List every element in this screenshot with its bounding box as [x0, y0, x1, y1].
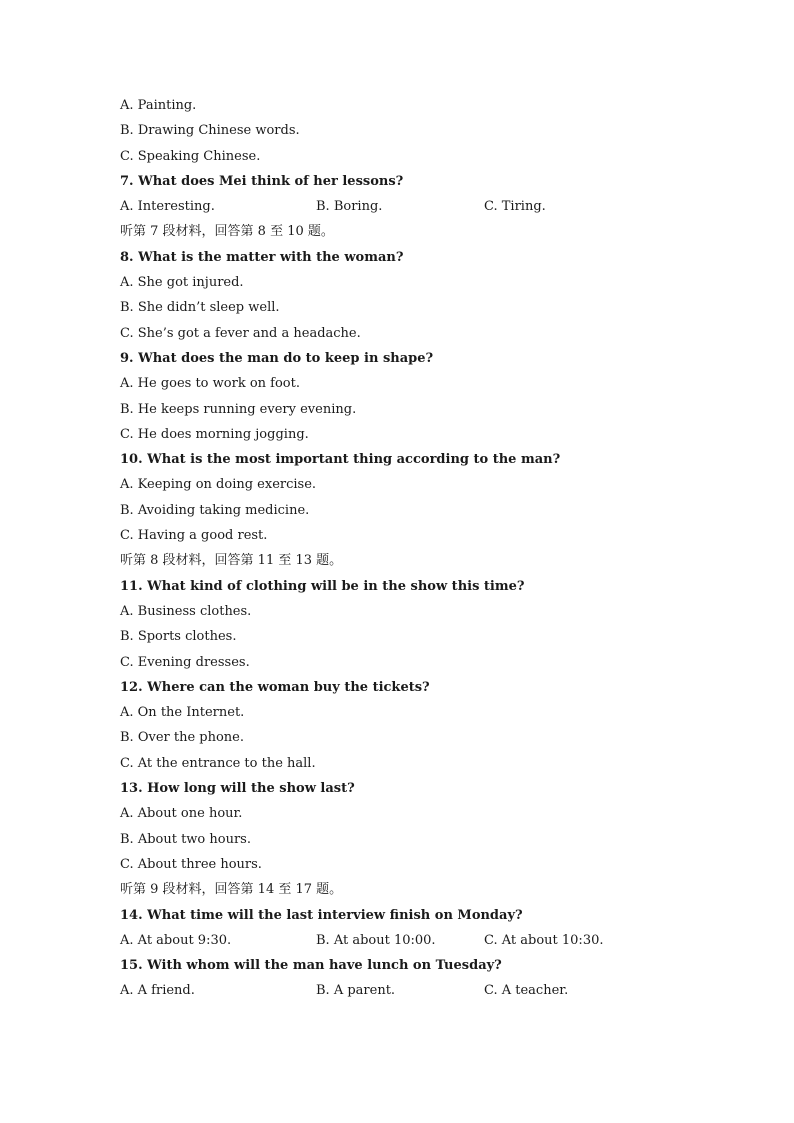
option-b: B. At about 10:00. [316, 932, 436, 948]
option-c: C. Tiring. [484, 199, 546, 215]
option-c: C. At about 10:30. [484, 932, 604, 948]
option-line: C. At the entrance to the hall. [120, 755, 316, 771]
question-10: 10. What is the most important thing according to the man? [120, 452, 561, 468]
option-line: A. Painting. [120, 98, 197, 113]
option-line: C. Speaking Chinese. [120, 148, 261, 164]
option-line: B. Drawing Chinese words. [120, 123, 300, 139]
option-line: A. He goes to work on foot. [120, 376, 300, 392]
option-line: B. He keeps running every evening. [120, 401, 357, 417]
question-12: 12. Where can the woman buy the tickets? [120, 679, 430, 695]
option-line: A. On the Internet. [120, 705, 245, 721]
section-instruction: 听第 7 段材料，回答第 8 至 10 题。 [120, 224, 334, 240]
option-row [120, 928, 720, 953]
option-line: B. About two hours. [120, 831, 251, 847]
option-line: A. She got injured. [120, 275, 244, 291]
option-b: B. A parent. [316, 983, 396, 999]
option-a: A. A friend. [120, 983, 195, 999]
option-line: A. Keeping on doing exercise. [120, 477, 317, 493]
option-b: B. Boring. [316, 199, 383, 215]
option-line: A. About one hour. [120, 806, 243, 822]
question-11: 11. What kind of clothing will be in the show this time? [120, 578, 525, 594]
option-row [120, 194, 720, 219]
option-a: A. Interesting. [120, 199, 215, 215]
question-7: 7. What does Mei think of her lessons? [120, 173, 404, 189]
option-line: C. She’s got a fever and a headache. [120, 325, 361, 341]
option-a: A. At about 9:30. [120, 932, 232, 948]
exam-page [120, 93, 720, 1004]
question-14: 14. What time will the last interview finish on Monday? [120, 907, 523, 923]
option-line: B. She didn’t sleep well. [120, 300, 280, 316]
option-line: C. About three hours. [120, 856, 262, 872]
question-9: 9. What does the man do to keep in shape? [120, 350, 434, 366]
section-instruction: 听第 9 段材料，回答第 14 至 17 题。 [120, 882, 343, 898]
option-line: C. Having a good rest. [120, 528, 268, 544]
option-c: C. A teacher. [484, 983, 569, 999]
option-line: C. Evening dresses. [120, 654, 250, 670]
option-row [120, 978, 720, 1003]
option-line: B. Avoiding taking medicine. [120, 502, 310, 518]
option-line: B. Over the phone. [120, 730, 245, 746]
question-13: 13. How long will the show last? [120, 781, 355, 797]
option-line: C. He does morning jogging. [120, 426, 309, 442]
section-instruction: 听第 8 段材料，回答第 11 至 13 题。 [120, 553, 343, 569]
question-15: 15. With whom will the man have lunch on Tuesday? [120, 958, 502, 974]
option-line: B. Sports clothes. [120, 629, 237, 645]
question-8: 8. What is the matter with the woman? [120, 249, 404, 265]
option-line: A. Business clothes. [120, 603, 252, 619]
